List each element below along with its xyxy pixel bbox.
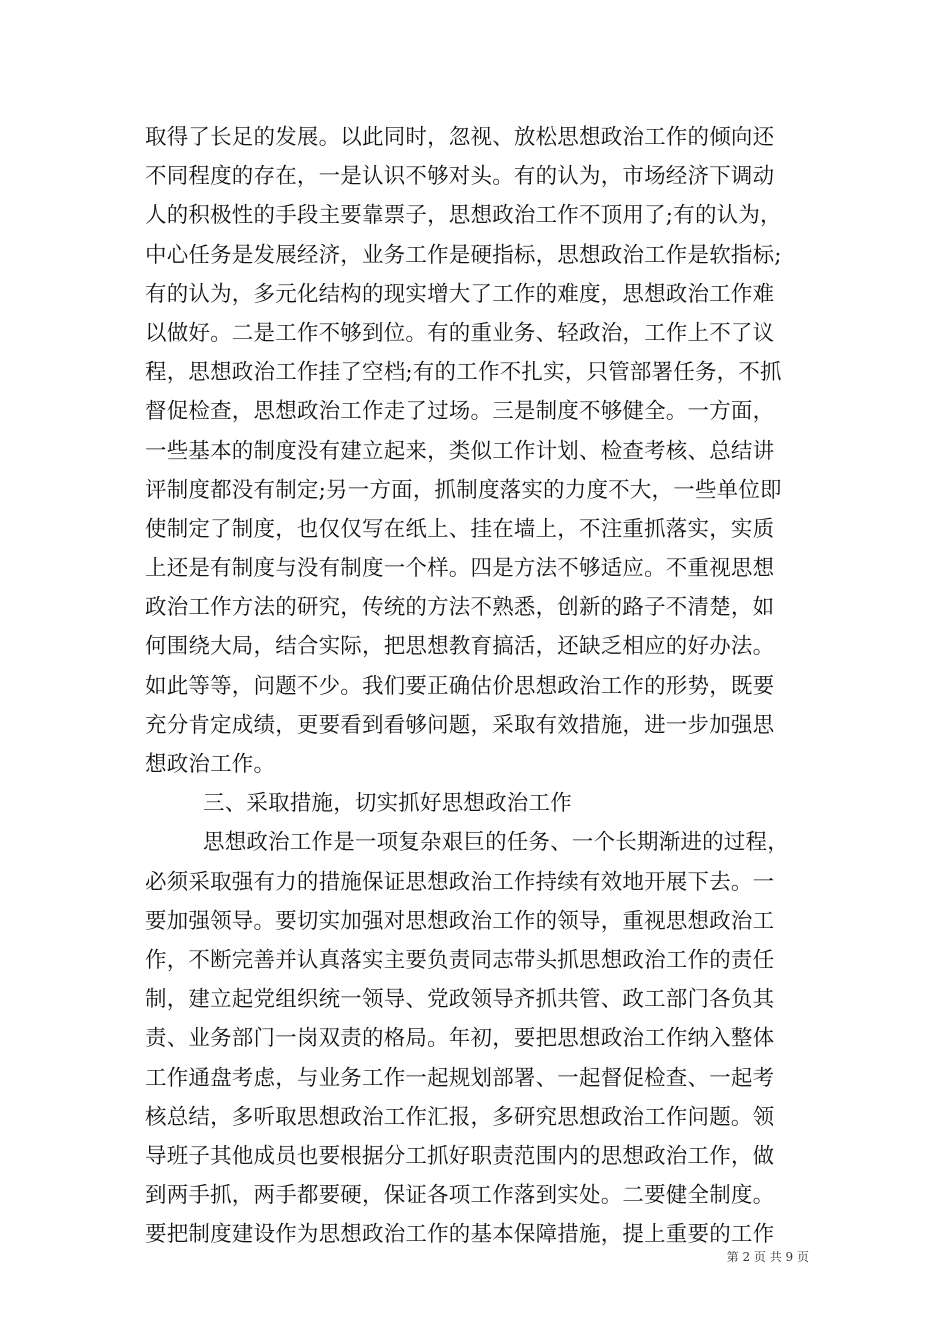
text-line: 人的积极性的手段主要靠票子，思想政治工作不顶用了;有的认为， <box>145 203 782 229</box>
text-line: 核总结，多听取思想政治工作汇报，多研究思想政治工作问题。领 <box>145 1104 775 1130</box>
text-line: 到两手抓，两手都要硬，保证各项工作落到实处。二要健全制度。 <box>145 1183 775 1209</box>
text-line: 作，不断完善并认真落实主要负责同志带头抓思想政治工作的责任 <box>145 947 775 973</box>
document-body <box>145 118 809 1254</box>
text-line: 如此等等，问题不少。我们要正确估价思想政治工作的形势，既要 <box>145 673 775 699</box>
text-line: 不同程度的存在，一是认识不够对头。有的认为，市场经济下调动 <box>145 164 775 190</box>
text-line: 充分肯定成绩，更要看到看够问题，采取有效措施，进一步加强思 <box>145 712 775 738</box>
text-line: 使制定了制度，也仅仅写在纸上、挂在墙上，不注重抓落实，实质 <box>145 516 775 542</box>
text-line: 工作通盘考虑，与业务工作一起规划部署、一起督促检查、一起考 <box>145 1065 775 1091</box>
text-line: 必须采取强有力的措施保证思想政治工作持续有效地开展下去。一 <box>145 869 775 895</box>
text-line: 导班子其他成员也要根据分工抓好职责范围内的思想政治工作，做 <box>145 1143 775 1169</box>
text-line: 何围绕大局，结合实际，把思想教育搞活，还缺乏相应的好办法。 <box>145 634 775 660</box>
section-heading: 三、采取措施，切实抓好思想政治工作 <box>203 791 572 817</box>
text-line: 督促检查，思想政治工作走了过场。三是制度不够健全。一方面， <box>145 399 775 425</box>
text-line: 想政治工作。 <box>145 752 276 777</box>
text-line: 有的认为，多元化结构的现实增大了工作的难度，思想政治工作难 <box>145 281 775 307</box>
text-line: 一些基本的制度没有建立起来，类似工作计划、检查考核、总结讲 <box>145 438 775 464</box>
text-line: 取得了长足的发展。以此同时，忽视、放松思想政治工作的倾向还 <box>145 125 775 150</box>
text-line: 程，思想政治工作挂了空档;有的工作不扎实，只管部署任务，不抓 <box>145 360 782 386</box>
text-line: 制，建立起党组织统一领导、党政领导齐抓共管、政工部门各负其 <box>145 987 775 1013</box>
text-line: 中心任务是发展经济，业务工作是硬指标，思想政治工作是软指标; <box>145 242 782 268</box>
text-line: 要把制度建设作为思想政治工作的基本保障措施，提上重要的工作 <box>145 1222 775 1248</box>
paragraph-first-line: 思想政治工作是一项复杂艰巨的任务、一个长期渐进的过程， <box>203 830 789 856</box>
page-number-footer: 第 2 页 共 9 页 <box>726 1250 809 1264</box>
text-line: 以做好。二是工作不够到位。有的重业务、轻政治，工作上不了议 <box>145 320 775 346</box>
text-line: 政治工作方法的研究，传统的方法不熟悉，创新的路子不清楚，如 <box>145 595 775 621</box>
text-line: 责、业务部门一岗双责的格局。年初，要把思想政治工作纳入整体 <box>145 1026 775 1052</box>
text-line: 评制度都没有制定;另一方面，抓制度落实的力度不大，一些单位即 <box>145 477 782 503</box>
text-line: 要加强领导。要切实加强对思想政治工作的领导，重视思想政治工 <box>145 908 775 934</box>
text-line: 上还是有制度与没有制度一个样。四是方法不够适应。不重视思想 <box>145 556 775 582</box>
